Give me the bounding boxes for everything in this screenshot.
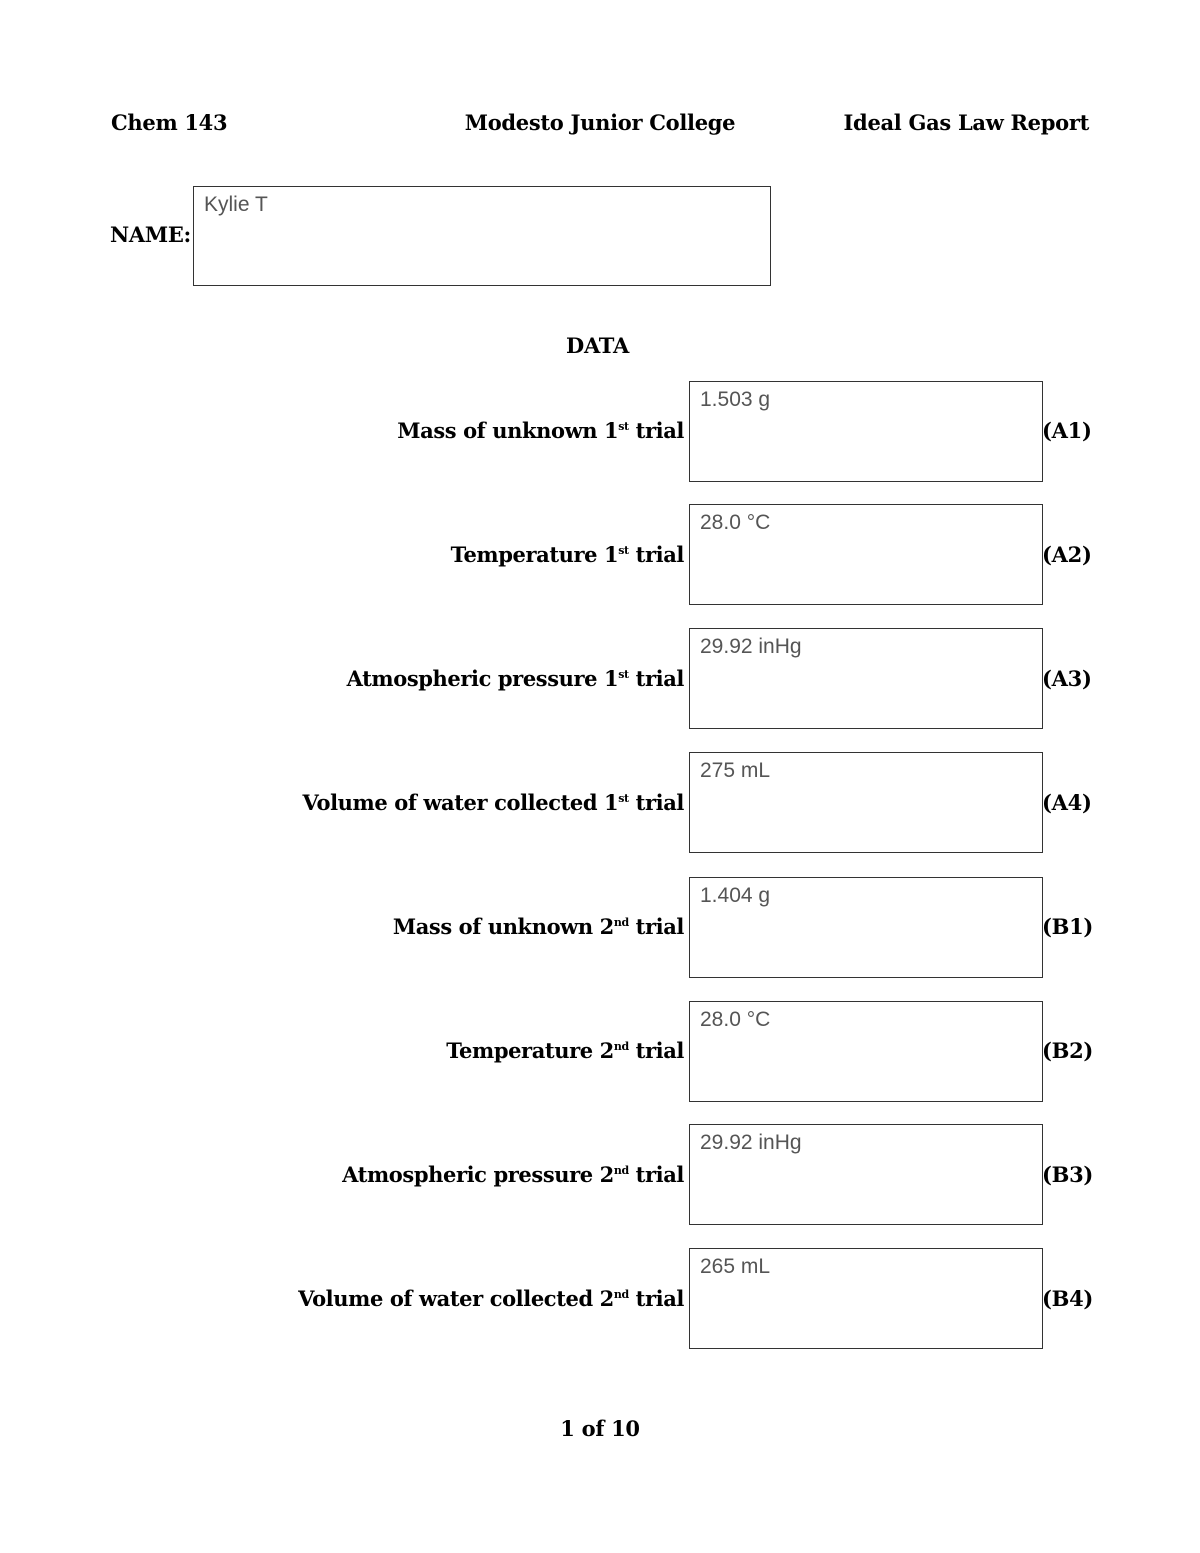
field-b4[interactable]: 265 mL bbox=[689, 1248, 1043, 1349]
field-b2[interactable]: 28.0 °C bbox=[689, 1001, 1043, 1102]
row-label-b4: Volume of water collected 2nd trial bbox=[298, 1286, 684, 1311]
college-name: Modesto Junior College bbox=[464, 110, 736, 135]
code-a1: (A1) bbox=[1042, 418, 1092, 443]
page-indicator: 1 of 10 bbox=[560, 1416, 640, 1441]
field-b3[interactable]: 29.92 inHg bbox=[689, 1124, 1043, 1225]
code-a4: (A4) bbox=[1042, 790, 1092, 815]
field-a3[interactable]: 29.92 inHg bbox=[689, 628, 1043, 729]
row-label-b1: Mass of unknown 2nd trial bbox=[392, 914, 684, 939]
row-label-a2: Temperature 1st trial bbox=[450, 542, 684, 567]
code-a3: (A3) bbox=[1042, 666, 1092, 691]
code-b1: (B1) bbox=[1042, 914, 1094, 939]
code-b3: (B3) bbox=[1042, 1162, 1094, 1187]
code-b2: (B2) bbox=[1042, 1038, 1094, 1063]
code-b4: (B4) bbox=[1042, 1286, 1094, 1311]
row-label-b3: Atmospheric pressure 2nd trial bbox=[342, 1162, 684, 1187]
name-field[interactable]: Kylie T bbox=[193, 186, 771, 286]
course-name: Chem 143 bbox=[111, 110, 228, 135]
field-a2[interactable]: 28.0 °C bbox=[689, 504, 1043, 605]
row-label-b2: Temperature 2nd trial bbox=[446, 1038, 684, 1063]
field-b1[interactable]: 1.404 g bbox=[689, 877, 1043, 978]
field-a1[interactable]: 1.503 g bbox=[689, 381, 1043, 482]
name-label: NAME: bbox=[110, 222, 191, 247]
section-title: DATA bbox=[566, 333, 629, 358]
row-label-a1: Mass of unknown 1st trial bbox=[397, 418, 684, 443]
row-label-a3: Atmospheric pressure 1st trial bbox=[346, 666, 684, 691]
report-title: Ideal Gas Law Report bbox=[843, 110, 1089, 135]
row-label-a4: Volume of water collected 1st trial bbox=[302, 790, 684, 815]
code-a2: (A2) bbox=[1042, 542, 1092, 567]
field-a4[interactable]: 275 mL bbox=[689, 752, 1043, 853]
